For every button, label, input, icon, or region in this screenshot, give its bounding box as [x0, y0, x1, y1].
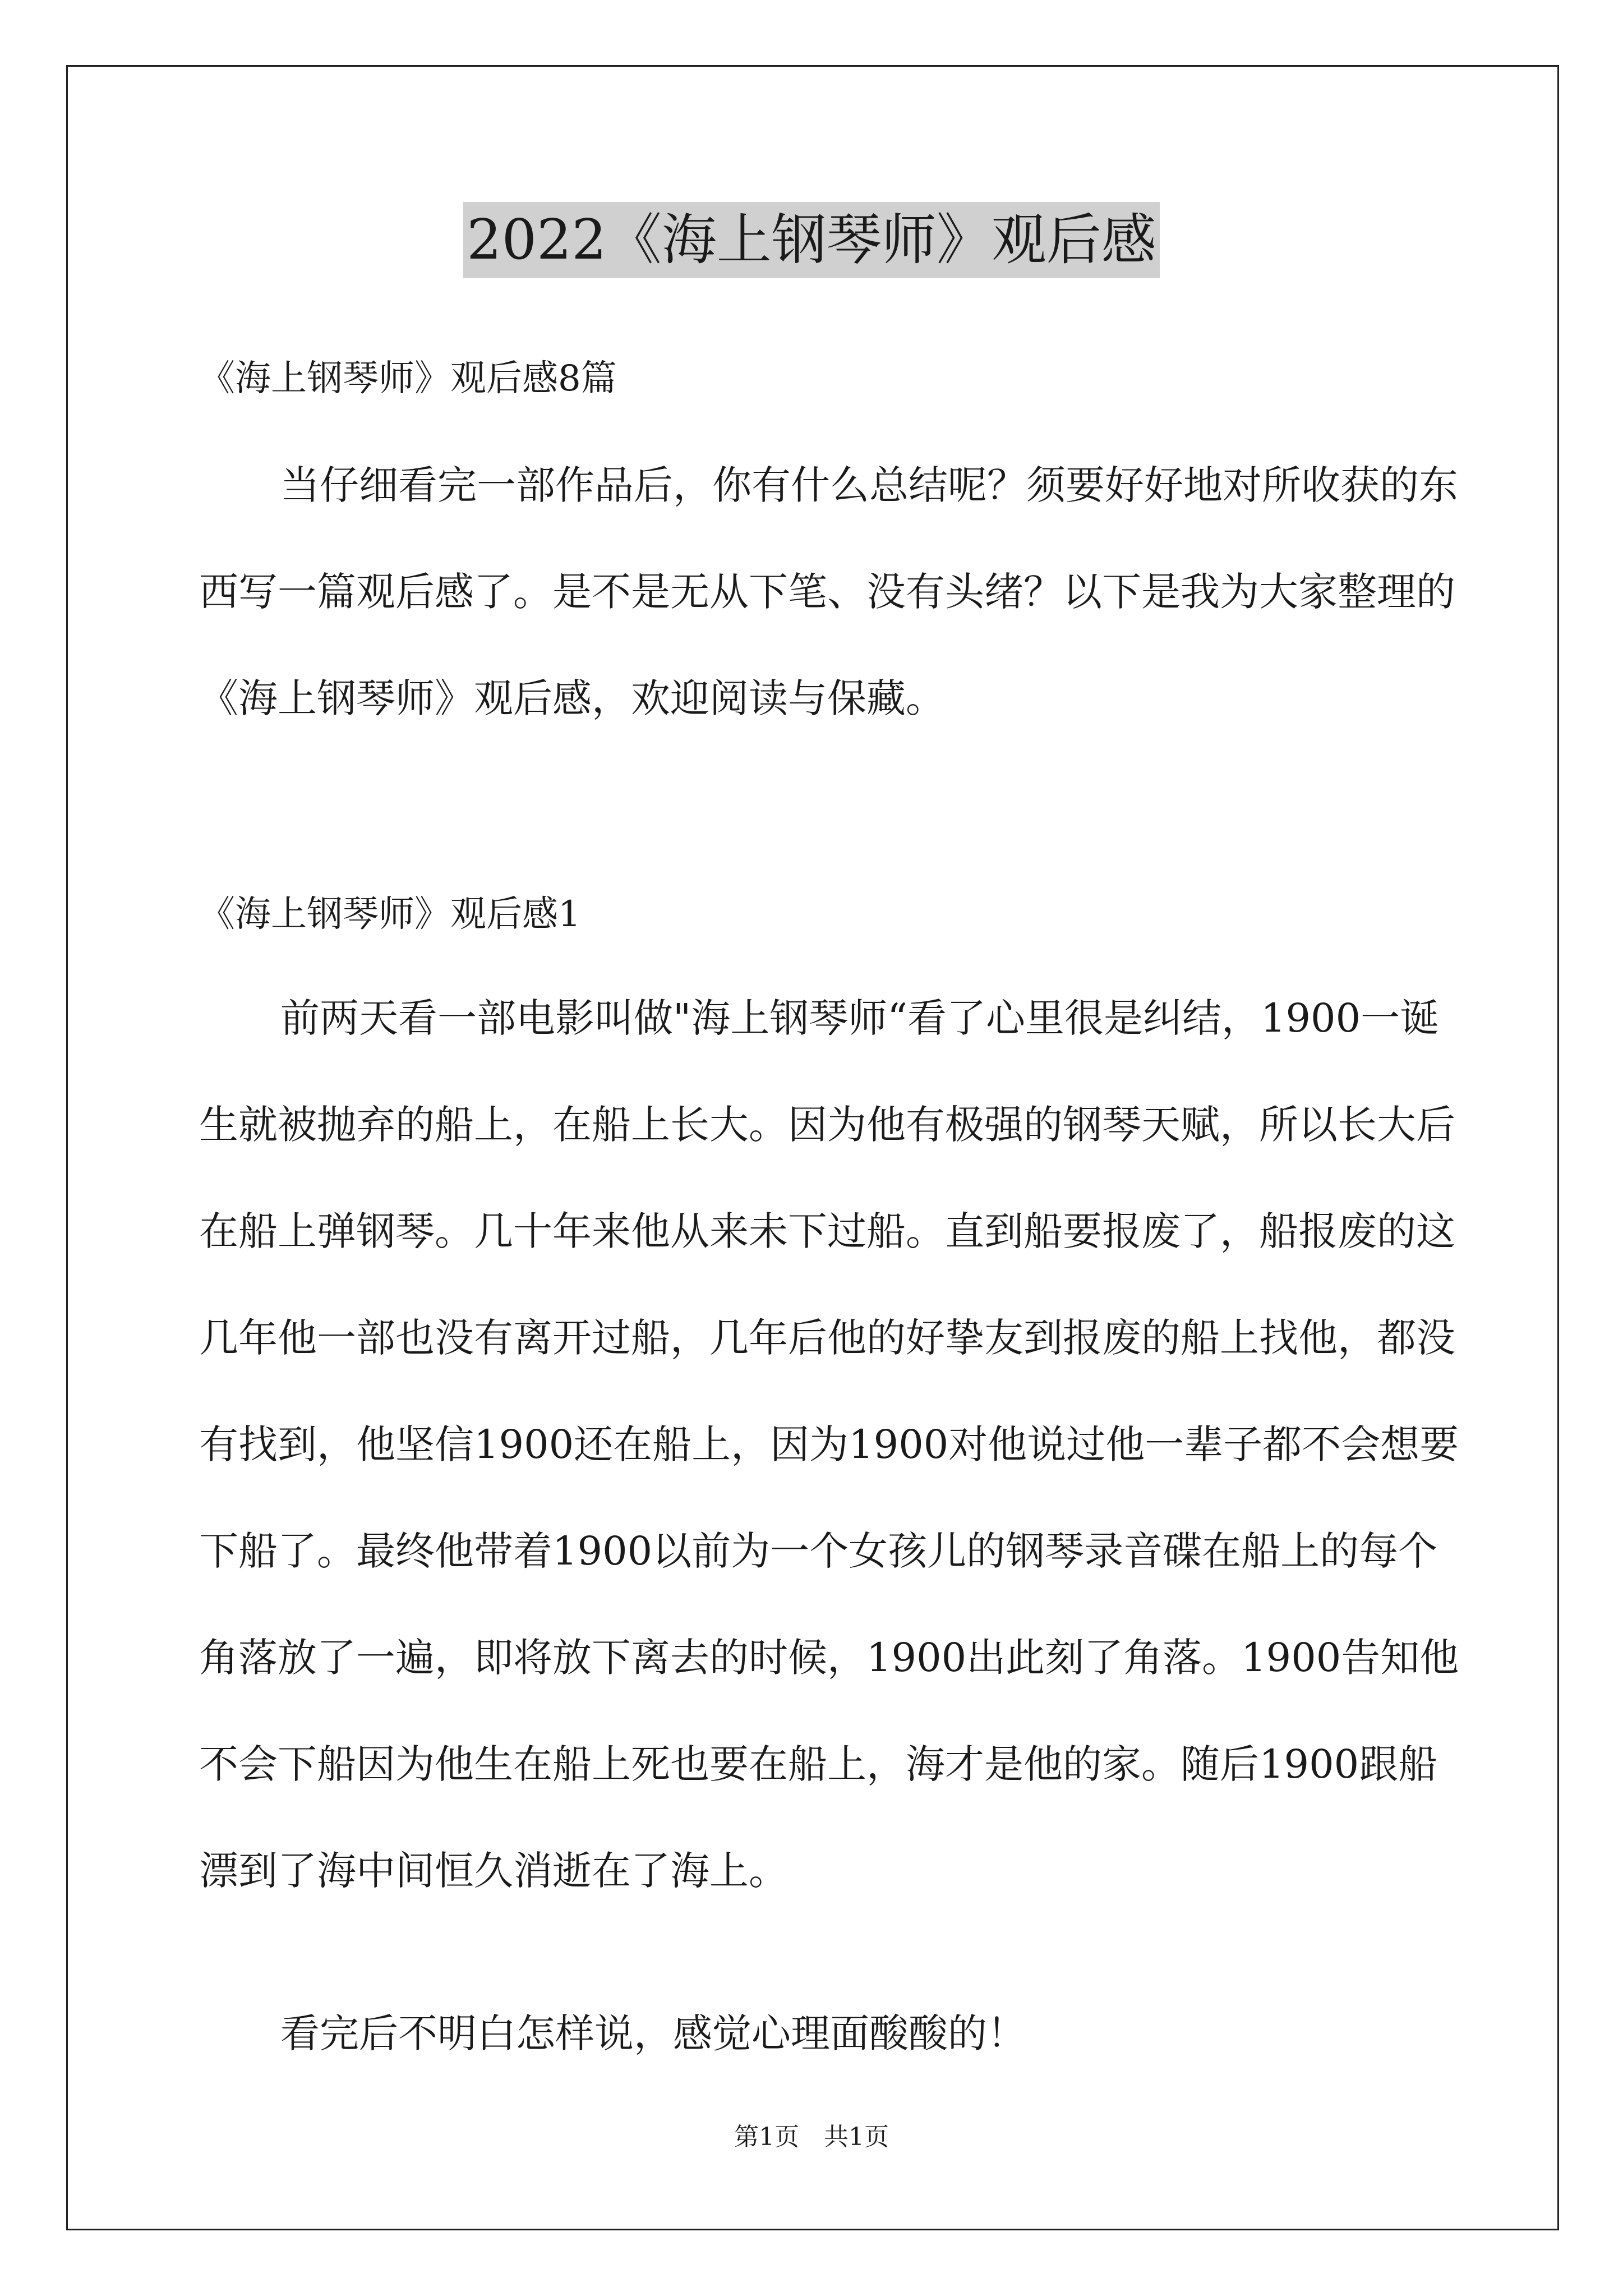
document-title: 2022《海上钢琴师》观后感 — [463, 202, 1159, 278]
body-paragraph-2: 看完后不明白怎样说，感觉心理面酸酸的！ — [280, 2010, 1026, 2056]
page-footer: 第1页 共1页 — [734, 2123, 889, 2151]
title-container — [0, 202, 1623, 278]
body-paragraph-1: 前两天看一部电影叫做"海上钢琴师“看了心里很是纠结，1900一诞生就被抛弃的船上，在船上长大。因为他有极强的钢琴天赋，所以长大后在船上弹钢琴。几十年来他从来未下过船。直到船要报废了，船报废的这几年他一部也没有离开过船，几年后他的好挚友到报废的船上找他，都没有找到，他坚信1900还在船上，因为1900对他说过他一辈子都不会想要下船了。最终他带着1900以前为一个女孩儿的钢琴录音碟在船上的每个角落放了一遍，即将放下离去的时候，1900出此刻了角落。1900告知他不会下船因为他生在船上死也要在船上，海才是他的家。随后1900跟船漂到了海中间恒久消逝在了海上。 — [199, 995, 1459, 1894]
section-heading: 《海上钢琴师》观后感1 — [199, 894, 581, 935]
intro-paragraph: 当仔细看完一部作品后，你有什么总结呢？须要好好地对所收获的东西写一篇观后感了。是不是无从下笔、没有头绪？以下是我为大家整理的《海上钢琴师》观后感，欢迎阅读与保藏。 — [199, 462, 1458, 721]
collection-heading: 《海上钢琴师》观后感8篇 — [199, 358, 617, 399]
